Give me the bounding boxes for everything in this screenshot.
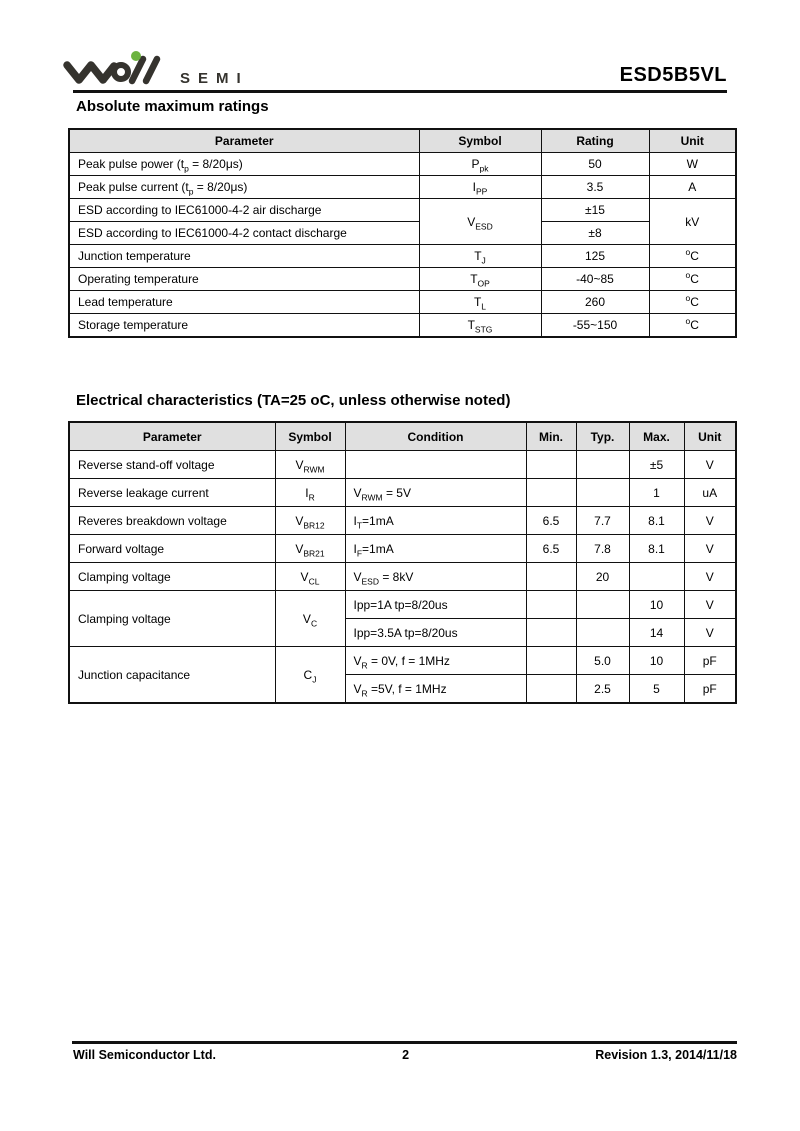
column-header-typ: Typ.: [576, 422, 629, 451]
column-header-unit: Unit: [684, 422, 736, 451]
cell-parameter: Forward voltage: [69, 535, 275, 563]
cell-min: 6.5: [526, 535, 576, 563]
cell-rating: 260: [541, 291, 649, 314]
cell-max: [629, 563, 684, 591]
cell-unit: kV: [649, 199, 736, 245]
cell-condition: [345, 451, 526, 479]
cell-min: [526, 479, 576, 507]
cell-min: [526, 563, 576, 591]
cell-unit: uA: [684, 479, 736, 507]
will-semi-logo-icon: [62, 50, 166, 90]
cell-unit: W: [649, 153, 736, 176]
brand-logo: [62, 50, 249, 90]
footer-revision: Revision 1.3, 2014/11/18: [595, 1048, 737, 1062]
cell-parameter: Reverse stand-off voltage: [69, 451, 275, 479]
cell-parameter: Peak pulse power $(t_p = 8/20\mu s)$: [69, 153, 419, 176]
cell-typ: 2.5: [576, 675, 629, 704]
cell-unit: V: [684, 507, 736, 535]
cell-unit: V: [684, 535, 736, 563]
table-row: [69, 199, 736, 222]
table-row: [69, 153, 736, 176]
cell-typ: 7.8: [576, 535, 629, 563]
cell-parameter: ESD according to IEC61000-4-2 contact discharge: [69, 222, 419, 245]
cell-condition: Ipp=3.5A tp=8/20us: [345, 619, 526, 647]
cell-min: [526, 591, 576, 619]
cell-max: 10: [629, 591, 684, 619]
header-divider: [73, 90, 727, 93]
cell-min: [526, 675, 576, 704]
cell-parameter: Reveres breakdown voltage: [69, 507, 275, 535]
cell-rating: ±15: [541, 199, 649, 222]
cell-min: [526, 451, 576, 479]
cell-condition: $V_R =5V$, f = 1MHz: [345, 675, 526, 704]
cell-typ: 7.7: [576, 507, 629, 535]
cell-parameter: Reverse leakage current: [69, 479, 275, 507]
cell-unit: V: [684, 563, 736, 591]
table-row: [69, 535, 736, 563]
table-header-row: [69, 422, 736, 451]
cell-typ: [576, 591, 629, 619]
cell-unit: $^o$C: [649, 291, 736, 314]
footer-company: Will Semiconductor Ltd.: [73, 1048, 216, 1062]
cell-condition: Ipp=1A tp=8/20us: [345, 591, 526, 619]
table-row: [69, 314, 736, 338]
table-row: [69, 479, 736, 507]
cell-symbol: $V_{ESD}$: [419, 199, 541, 245]
absolute-maximum-ratings-table: [68, 128, 737, 338]
cell-min: [526, 647, 576, 675]
electrical-characteristics-table: [68, 421, 737, 704]
column-header-parameter: Parameter: [69, 422, 275, 451]
cell-max: ±5: [629, 451, 684, 479]
cell-unit: V: [684, 451, 736, 479]
cell-symbol: $V_{CL}$: [275, 563, 345, 591]
cell-parameter: Clamping voltage: [69, 591, 275, 647]
cell-typ: [576, 451, 629, 479]
cell-rating: 50: [541, 153, 649, 176]
column-header-rating: Rating: [541, 129, 649, 153]
table-row: [69, 268, 736, 291]
table-header-row: [69, 129, 736, 153]
cell-unit: $^o$C: [649, 268, 736, 291]
cell-symbol: $V_{RWM}$: [275, 451, 345, 479]
cell-condition: $I_T=1mA$: [345, 507, 526, 535]
footer: [73, 1048, 737, 1062]
cell-rating: -55~150: [541, 314, 649, 338]
cell-max: 14: [629, 619, 684, 647]
cell-rating: 125: [541, 245, 649, 268]
footer-divider: [72, 1041, 737, 1044]
cell-symbol: $C_J$: [275, 647, 345, 704]
table-row: [69, 507, 736, 535]
footer-page-number: 2: [402, 1048, 410, 1062]
cell-rating: 3.5: [541, 176, 649, 199]
column-header-unit: Unit: [649, 129, 736, 153]
cell-unit: A: [649, 176, 736, 199]
table-row: [69, 291, 736, 314]
cell-typ: 20: [576, 563, 629, 591]
table-row: [69, 647, 736, 675]
cell-symbol: $V_{BR21}$: [275, 535, 345, 563]
cell-parameter: ESD according to IEC61000-4-2 air discharge: [69, 199, 419, 222]
cell-symbol: $T_L$: [419, 291, 541, 314]
column-header-symbol: Symbol: [419, 129, 541, 153]
cell-symbol: $T_J$: [419, 245, 541, 268]
section-title-absolute-maximum-ratings: Absolute maximum ratings: [76, 98, 269, 115]
cell-rating: -40~85: [541, 268, 649, 291]
column-header-condition: Condition: [345, 422, 526, 451]
cell-unit: pF: [684, 647, 736, 675]
cell-parameter: Peak pulse current $(t_p = 8/20\mu s)$: [69, 176, 419, 199]
cell-unit: V: [684, 591, 736, 619]
cell-symbol: $V_C$: [275, 591, 345, 647]
cell-parameter: Storage temperature: [69, 314, 419, 338]
cell-max: 10: [629, 647, 684, 675]
cell-condition: $I_F=1mA$: [345, 535, 526, 563]
cell-condition: $V_{RWM} = 5V$: [345, 479, 526, 507]
cell-condition: $V_R = 0V$, f = 1MHz: [345, 647, 526, 675]
section-title-electrical-characteristics: Electrical characteristics (TA=25 oC, unless otherwise noted): [76, 392, 511, 409]
cell-max: 8.1: [629, 535, 684, 563]
column-header-parameter: Parameter: [69, 129, 419, 153]
brand-wordmark: SEMI: [180, 70, 249, 87]
cell-condition: $V_{ESD} = 8kV$: [345, 563, 526, 591]
cell-typ: 5.0: [576, 647, 629, 675]
cell-typ: [576, 619, 629, 647]
cell-parameter: Lead temperature: [69, 291, 419, 314]
cell-symbol: $V_{BR12}$: [275, 507, 345, 535]
cell-symbol: $I_{PP}$: [419, 176, 541, 199]
cell-unit: pF: [684, 675, 736, 704]
table-row: [69, 245, 736, 268]
cell-parameter: Operating temperature: [69, 268, 419, 291]
cell-symbol: $P_{pk}$: [419, 153, 541, 176]
cell-max: 1: [629, 479, 684, 507]
cell-unit: V: [684, 619, 736, 647]
cell-unit: $^o$C: [649, 245, 736, 268]
cell-rating: ±8: [541, 222, 649, 245]
cell-symbol: $T_{STG}$: [419, 314, 541, 338]
column-header-min: Min.: [526, 422, 576, 451]
part-number: ESD5B5VL: [619, 64, 727, 86]
cell-symbol: $T_{OP}$: [419, 268, 541, 291]
column-header-max: Max.: [629, 422, 684, 451]
cell-unit: $^o$C: [649, 314, 736, 338]
cell-max: 5: [629, 675, 684, 704]
cell-parameter: Junction capacitance: [69, 647, 275, 704]
table-row: [69, 591, 736, 619]
cell-parameter: Junction temperature: [69, 245, 419, 268]
column-header-symbol: Symbol: [275, 422, 345, 451]
cell-symbol: $I_R$: [275, 479, 345, 507]
cell-typ: [576, 479, 629, 507]
table-row: [69, 222, 736, 245]
table-row: [69, 176, 736, 199]
cell-parameter: Clamping voltage: [69, 563, 275, 591]
cell-min: [526, 619, 576, 647]
cell-max: 8.1: [629, 507, 684, 535]
cell-min: 6.5: [526, 507, 576, 535]
table-row: [69, 563, 736, 591]
table-row: [69, 451, 736, 479]
